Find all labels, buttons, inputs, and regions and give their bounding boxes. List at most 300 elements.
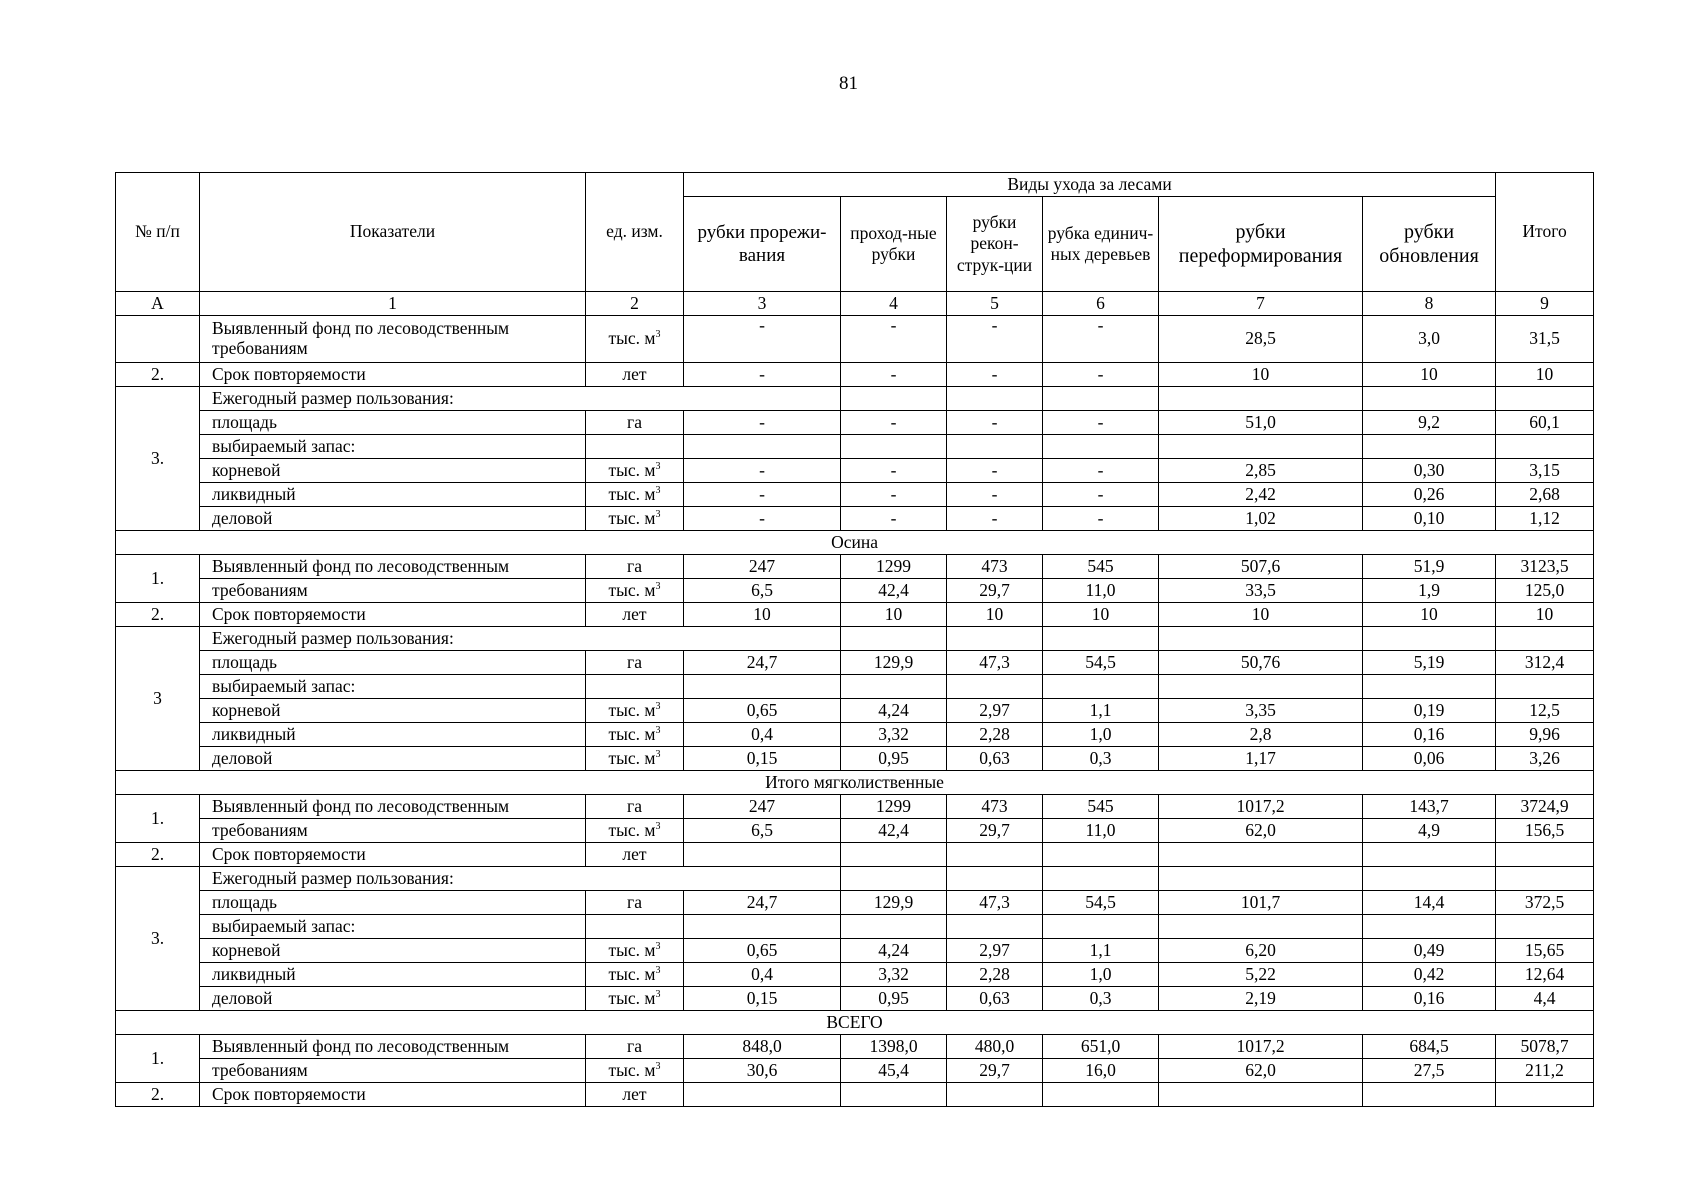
value-cell: 42,4 — [841, 819, 947, 843]
value-cell: 0,4 — [684, 963, 841, 987]
unit-cell — [586, 987, 684, 1011]
unit-text: тыс. м — [608, 819, 656, 840]
value-cell: - — [841, 507, 947, 531]
value-cell: 101,7 — [1159, 891, 1363, 915]
value-cell — [1363, 435, 1496, 459]
index-cell: 2 — [586, 292, 684, 316]
value-cell: - — [841, 483, 947, 507]
indicator-label: выбираемый запас: — [200, 675, 586, 699]
value-cell: 12,5 — [1496, 699, 1594, 723]
unit-exponent: 3 — [655, 580, 661, 592]
value-cell — [1496, 915, 1594, 939]
unit-cell: га — [586, 555, 684, 579]
value-cell — [1363, 915, 1496, 939]
unit-cell: га — [586, 411, 684, 435]
value-cell: 507,6 — [1159, 555, 1363, 579]
value-cell: 1299 — [841, 555, 947, 579]
forest-care-table — [115, 172, 1594, 1107]
value-cell: 6,5 — [684, 579, 841, 603]
value-cell — [1043, 843, 1159, 867]
row-number: 2. — [116, 363, 200, 387]
value-cell: 3,15 — [1496, 459, 1594, 483]
value-cell — [947, 387, 1043, 411]
value-cell — [1496, 435, 1594, 459]
row-number: 2. — [116, 1083, 200, 1107]
value-cell: 1,0 — [1043, 963, 1159, 987]
indicator-label: Срок повторяемости — [200, 843, 586, 867]
value-cell: 1,1 — [1043, 699, 1159, 723]
value-cell: 27,5 — [1363, 1059, 1496, 1083]
unit-exponent: 3 — [655, 988, 661, 1000]
value-cell — [841, 387, 947, 411]
value-cell: 50,76 — [1159, 651, 1363, 675]
value-cell: - — [684, 459, 841, 483]
indicator-label: Выявленный фонд по лесоводственным — [200, 1035, 586, 1059]
value-cell: 4,24 — [841, 939, 947, 963]
section-title-row — [116, 1011, 1594, 1035]
index-cell: А — [116, 292, 200, 316]
value-cell — [1043, 915, 1159, 939]
value-cell: 1,0 — [1043, 723, 1159, 747]
value-cell: 211,2 — [1496, 1059, 1594, 1083]
index-cell: 4 — [841, 292, 947, 316]
value-cell: 54,5 — [1043, 891, 1159, 915]
value-cell — [841, 675, 947, 699]
value-cell: 2,42 — [1159, 483, 1363, 507]
value-cell — [1496, 387, 1594, 411]
unit-cell — [586, 747, 684, 771]
index-row — [116, 292, 1594, 316]
table-row — [116, 555, 1594, 579]
section-title: Итого мягколиственные — [116, 771, 1594, 795]
table-row — [116, 387, 1594, 411]
value-cell: 2,85 — [1159, 459, 1363, 483]
value-cell: 247 — [684, 555, 841, 579]
value-cell: 0,95 — [841, 747, 947, 771]
value-cell — [1043, 627, 1159, 651]
unit-text: тыс. м — [608, 328, 656, 349]
row-number: 1. — [116, 795, 200, 843]
table-row — [116, 507, 1594, 531]
unit-text: тыс. м — [608, 579, 656, 600]
indicator-label: Выявленный фонд по лесоводственным — [200, 795, 586, 819]
value-cell: - — [947, 316, 1043, 363]
value-cell: 125,0 — [1496, 579, 1594, 603]
value-cell — [1043, 1083, 1159, 1107]
unit-cell: лет — [586, 1083, 684, 1107]
value-cell: 684,5 — [1363, 1035, 1496, 1059]
value-cell: 473 — [947, 795, 1043, 819]
unit-text: тыс. м — [608, 699, 656, 720]
value-cell: - — [684, 411, 841, 435]
indicator-label: Срок повторяемости — [200, 1083, 586, 1107]
table-row — [116, 459, 1594, 483]
unit-cell — [586, 316, 684, 363]
value-cell: 51,0 — [1159, 411, 1363, 435]
value-cell: - — [947, 363, 1043, 387]
table-row — [116, 939, 1594, 963]
unit-cell — [586, 675, 684, 699]
value-cell: 10 — [1363, 603, 1496, 627]
indicator-label: Ежегодный размер пользования: — [200, 387, 841, 411]
value-cell: 2,19 — [1159, 987, 1363, 1011]
value-cell: 42,4 — [841, 579, 947, 603]
page-number: 81 — [839, 73, 858, 94]
unit-exponent: 3 — [655, 508, 661, 520]
unit-cell — [586, 459, 684, 483]
value-cell: 1,9 — [1363, 579, 1496, 603]
value-cell — [684, 843, 841, 867]
value-cell: - — [1043, 411, 1159, 435]
value-cell: 0,06 — [1363, 747, 1496, 771]
value-cell: 4,24 — [841, 699, 947, 723]
indicator-label: площадь — [200, 651, 586, 675]
value-cell — [947, 675, 1043, 699]
header-col-4: проход-ные рубки — [841, 197, 947, 292]
table-row — [116, 963, 1594, 987]
value-cell: 0,63 — [947, 747, 1043, 771]
table-row — [116, 579, 1594, 603]
value-cell — [1363, 627, 1496, 651]
indicator-label: корневой — [200, 699, 586, 723]
unit-exponent: 3 — [655, 964, 661, 976]
row-number: 3 — [116, 627, 200, 771]
unit-exponent: 3 — [655, 748, 661, 760]
value-cell: 62,0 — [1159, 1059, 1363, 1083]
value-cell: 1398,0 — [841, 1035, 947, 1059]
section-title-row — [116, 771, 1594, 795]
value-cell: 14,4 — [1363, 891, 1496, 915]
value-cell: 0,26 — [1363, 483, 1496, 507]
value-cell: 129,9 — [841, 651, 947, 675]
unit-text: тыс. м — [608, 723, 656, 744]
unit-exponent: 3 — [655, 484, 661, 496]
value-cell: 47,3 — [947, 651, 1043, 675]
value-cell: - — [947, 459, 1043, 483]
value-cell — [1363, 1083, 1496, 1107]
value-cell: 62,0 — [1159, 819, 1363, 843]
table-row — [116, 1083, 1594, 1107]
value-cell: 2,97 — [947, 939, 1043, 963]
value-cell: 0,65 — [684, 699, 841, 723]
header-col-8: рубки обновления — [1363, 197, 1496, 292]
value-cell: 10 — [1363, 363, 1496, 387]
header-row — [116, 173, 1594, 197]
value-cell — [1159, 915, 1363, 939]
unit-cell: лет — [586, 363, 684, 387]
value-cell — [1159, 435, 1363, 459]
value-cell: 51,9 — [1363, 555, 1496, 579]
header-unit: ед. изм. — [586, 173, 684, 292]
header-num: № п/п — [116, 173, 200, 292]
section-title-row — [116, 531, 1594, 555]
value-cell: 312,4 — [1496, 651, 1594, 675]
value-cell: - — [841, 459, 947, 483]
unit-text: тыс. м — [608, 459, 656, 480]
value-cell: 16,0 — [1043, 1059, 1159, 1083]
value-cell: 2,8 — [1159, 723, 1363, 747]
unit-text: тыс. м — [608, 987, 656, 1008]
value-cell: 24,7 — [684, 891, 841, 915]
value-cell: 247 — [684, 795, 841, 819]
table-row — [116, 603, 1594, 627]
value-cell — [841, 843, 947, 867]
row-number: 1. — [116, 1035, 200, 1083]
unit-exponent: 3 — [655, 724, 661, 736]
section-title: Осина — [116, 531, 1594, 555]
index-cell: 6 — [1043, 292, 1159, 316]
table-row — [116, 675, 1594, 699]
unit-cell — [586, 699, 684, 723]
unit-cell — [586, 915, 684, 939]
value-cell — [1043, 435, 1159, 459]
value-cell: - — [684, 483, 841, 507]
table-row — [116, 723, 1594, 747]
value-cell: 29,7 — [947, 1059, 1043, 1083]
indicator-label: выбираемый запас: — [200, 915, 586, 939]
indicator-label: Срок повторяемости — [200, 603, 586, 627]
value-cell: 1,02 — [1159, 507, 1363, 531]
value-cell — [1159, 675, 1363, 699]
row-number: 2. — [116, 603, 200, 627]
value-cell: 12,64 — [1496, 963, 1594, 987]
table-row — [116, 651, 1594, 675]
value-cell: - — [1043, 507, 1159, 531]
table-row — [116, 915, 1594, 939]
value-cell: 15,65 — [1496, 939, 1594, 963]
value-cell: 10 — [947, 603, 1043, 627]
value-cell: 10 — [1496, 363, 1594, 387]
header-indicators: Показатели — [200, 173, 586, 292]
value-cell: 1299 — [841, 795, 947, 819]
value-cell: 30,6 — [684, 1059, 841, 1083]
row-number — [116, 316, 200, 363]
row-number: 2. — [116, 843, 200, 867]
value-cell: - — [947, 411, 1043, 435]
value-cell: 1,12 — [1496, 507, 1594, 531]
table-row — [116, 843, 1594, 867]
table-row — [116, 747, 1594, 771]
header-total: Итого — [1496, 173, 1594, 292]
indicator-label: площадь — [200, 891, 586, 915]
value-cell: - — [684, 507, 841, 531]
unit-text: тыс. м — [608, 1059, 656, 1080]
value-cell: 3,32 — [841, 963, 947, 987]
value-cell: - — [684, 363, 841, 387]
value-cell: 5078,7 — [1496, 1035, 1594, 1059]
table-row — [116, 699, 1594, 723]
section-title: ВСЕГО — [116, 1011, 1594, 1035]
indicator-label: Ежегодный размер пользования: — [200, 867, 841, 891]
value-cell: 0,42 — [1363, 963, 1496, 987]
value-cell — [1363, 867, 1496, 891]
unit-exponent: 3 — [655, 329, 661, 341]
value-cell: 2,28 — [947, 723, 1043, 747]
value-cell: 11,0 — [1043, 819, 1159, 843]
value-cell: 0,95 — [841, 987, 947, 1011]
value-cell — [1159, 867, 1363, 891]
value-cell: 2,97 — [947, 699, 1043, 723]
index-cell: 9 — [1496, 292, 1594, 316]
value-cell: - — [947, 483, 1043, 507]
table-row — [116, 316, 1594, 363]
unit-text: тыс. м — [608, 747, 656, 768]
value-cell: 480,0 — [947, 1035, 1043, 1059]
indicator-label: деловой — [200, 747, 586, 771]
indicator-label: деловой — [200, 987, 586, 1011]
unit-text: тыс. м — [608, 939, 656, 960]
value-cell: 1017,2 — [1159, 795, 1363, 819]
value-cell: 10 — [841, 603, 947, 627]
table-row — [116, 795, 1594, 819]
value-cell — [841, 435, 947, 459]
index-cell: 1 — [200, 292, 586, 316]
unit-exponent: 3 — [655, 700, 661, 712]
value-cell: 1017,2 — [1159, 1035, 1363, 1059]
value-cell — [841, 915, 947, 939]
header-col-5: рубки рекон-струк-ции — [947, 197, 1043, 292]
value-cell: 6,20 — [1159, 939, 1363, 963]
header-col-3: рубки прорежи-вания — [684, 197, 841, 292]
value-cell: 10 — [684, 603, 841, 627]
value-cell: 5,22 — [1159, 963, 1363, 987]
value-cell: 3,32 — [841, 723, 947, 747]
value-cell: 10 — [1496, 603, 1594, 627]
value-cell: 9,2 — [1363, 411, 1496, 435]
value-cell: 11,0 — [1043, 579, 1159, 603]
value-cell: 848,0 — [684, 1035, 841, 1059]
indicator-label: требованиям — [200, 579, 586, 603]
indicator-label: Ежегодный размер пользования: — [200, 627, 841, 651]
value-cell: 545 — [1043, 795, 1159, 819]
value-cell — [1496, 867, 1594, 891]
value-cell: 10 — [1159, 603, 1363, 627]
value-cell: 651,0 — [1043, 1035, 1159, 1059]
value-cell — [1496, 675, 1594, 699]
indicator-label: корневой — [200, 459, 586, 483]
unit-exponent: 3 — [655, 460, 661, 472]
header-care-types: Виды ухода за лесами — [684, 173, 1496, 197]
value-cell: - — [1043, 483, 1159, 507]
unit-cell — [586, 483, 684, 507]
index-cell: 5 — [947, 292, 1043, 316]
value-cell: 3724,9 — [1496, 795, 1594, 819]
index-cell: 8 — [1363, 292, 1496, 316]
unit-cell — [586, 723, 684, 747]
value-cell: 129,9 — [841, 891, 947, 915]
value-cell: - — [841, 316, 947, 363]
indicator-label: ликвидный — [200, 963, 586, 987]
value-cell — [1496, 1083, 1594, 1107]
value-cell: 0,4 — [684, 723, 841, 747]
value-cell — [1043, 675, 1159, 699]
value-cell: 372,5 — [1496, 891, 1594, 915]
value-cell: 1,1 — [1043, 939, 1159, 963]
value-cell — [947, 915, 1043, 939]
indicator-label: площадь — [200, 411, 586, 435]
value-cell: 545 — [1043, 555, 1159, 579]
value-cell: 143,7 — [1363, 795, 1496, 819]
value-cell: 10 — [1159, 363, 1363, 387]
value-cell: - — [841, 363, 947, 387]
indicator-label: требованиям — [200, 819, 586, 843]
table-row — [116, 987, 1594, 1011]
table-row — [116, 363, 1594, 387]
unit-exponent: 3 — [655, 820, 661, 832]
value-cell: 29,7 — [947, 819, 1043, 843]
value-cell: - — [684, 316, 841, 363]
value-cell — [1363, 387, 1496, 411]
value-cell: 0,16 — [1363, 987, 1496, 1011]
value-cell: 6,5 — [684, 819, 841, 843]
value-cell: 0,30 — [1363, 459, 1496, 483]
table-row — [116, 891, 1594, 915]
unit-exponent: 3 — [655, 940, 661, 952]
unit-cell — [586, 963, 684, 987]
indicator-label: корневой — [200, 939, 586, 963]
value-cell: 45,4 — [841, 1059, 947, 1083]
value-cell — [684, 1083, 841, 1107]
value-cell — [1496, 627, 1594, 651]
unit-text: тыс. м — [608, 963, 656, 984]
value-cell: 0,3 — [1043, 747, 1159, 771]
indicator-label: выбираемый запас: — [200, 435, 586, 459]
value-cell: - — [841, 411, 947, 435]
unit-cell: лет — [586, 603, 684, 627]
table-row — [116, 435, 1594, 459]
indicator-label: требованиям — [200, 1059, 586, 1083]
value-cell — [1159, 627, 1363, 651]
value-cell: 2,28 — [947, 963, 1043, 987]
value-cell: 0,15 — [684, 747, 841, 771]
row-number: 3. — [116, 867, 200, 1011]
value-cell: 29,7 — [947, 579, 1043, 603]
value-cell — [841, 867, 947, 891]
unit-text: тыс. м — [608, 483, 656, 504]
value-cell — [684, 915, 841, 939]
value-cell: 0,3 — [1043, 987, 1159, 1011]
row-number: 3. — [116, 387, 200, 531]
unit-cell: лет — [586, 843, 684, 867]
unit-cell — [586, 939, 684, 963]
value-cell — [1363, 843, 1496, 867]
value-cell — [841, 1083, 947, 1107]
index-cell: 3 — [684, 292, 841, 316]
value-cell: 31,5 — [1496, 316, 1594, 363]
value-cell — [1043, 387, 1159, 411]
unit-exponent: 3 — [655, 1060, 661, 1072]
value-cell — [684, 435, 841, 459]
indicator-label: ликвидный — [200, 483, 586, 507]
value-cell: 3,0 — [1363, 316, 1496, 363]
table-row — [116, 411, 1594, 435]
indicator-label: Срок повторяемости — [200, 363, 586, 387]
value-cell: 156,5 — [1496, 819, 1594, 843]
table-row — [116, 1035, 1594, 1059]
table-row — [116, 1059, 1594, 1083]
value-cell: 0,16 — [1363, 723, 1496, 747]
row-number: 1. — [116, 555, 200, 603]
indicator-label: Выявленный фонд по лесоводственным — [200, 555, 586, 579]
value-cell: 4,4 — [1496, 987, 1594, 1011]
value-cell — [1496, 843, 1594, 867]
value-cell: 3123,5 — [1496, 555, 1594, 579]
value-cell: 0,49 — [1363, 939, 1496, 963]
value-cell — [1043, 867, 1159, 891]
value-cell: 0,63 — [947, 987, 1043, 1011]
indicator-label: ликвидный — [200, 723, 586, 747]
value-cell: 54,5 — [1043, 651, 1159, 675]
